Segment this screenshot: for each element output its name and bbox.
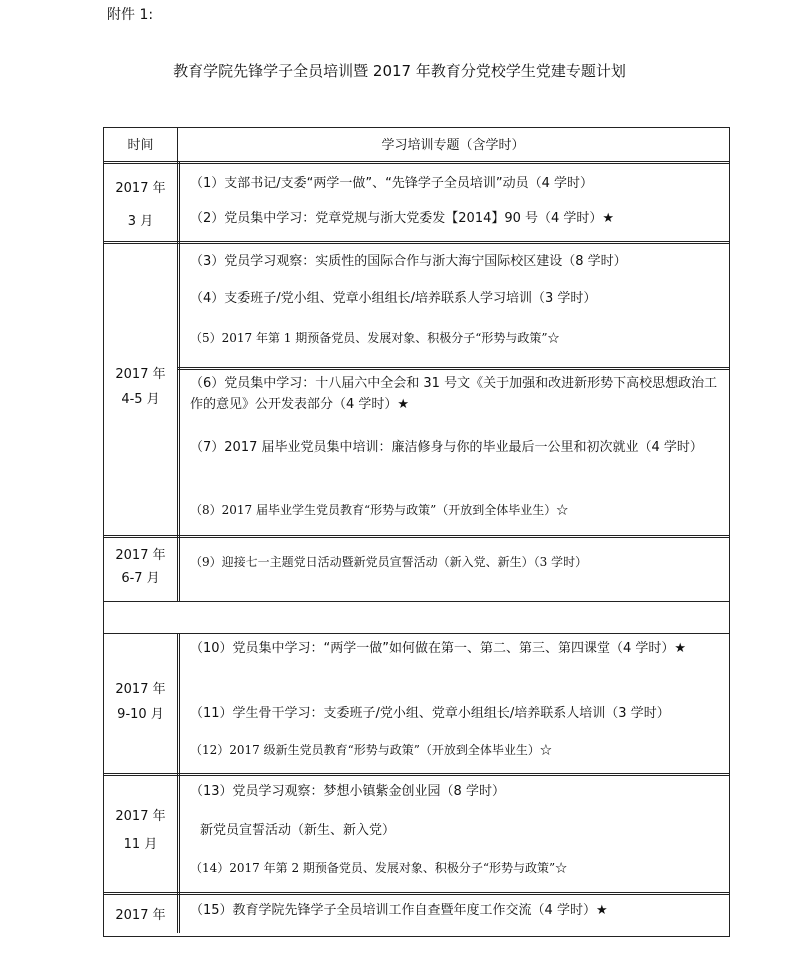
list-item: （9）迎接七一主题党日活动暨新党员宣誓活动（新入党、新生）（3 学时）: [190, 555, 588, 569]
document-title: 教育学院先锋学子全员培训暨 2017 年教育分党校学生党建专题计划: [173, 62, 626, 80]
list-item: （8）2017 届毕业学生党员教育“形势与政策”（开放到全体毕业生）☆: [190, 503, 569, 517]
row-divider: [104, 633, 729, 634]
time-label: 2017 年: [115, 367, 166, 382]
header-topic: 学习培训专题（含学时）: [381, 138, 525, 153]
time-label: 2017 年: [115, 181, 166, 196]
list-item: （10）党员集中学习：“两学一做”如何做在第一、第二、第三、第四课堂（4 学时）★: [190, 641, 687, 656]
row-divider: [104, 535, 729, 538]
column-divider-double: [177, 633, 180, 933]
list-item: 新党员宣誓活动（新生、新入党）: [200, 823, 396, 838]
time-label: 9-10 月: [117, 707, 164, 722]
list-item: （5）2017 年第 1 期预备党员、发展对象、积极分子“形势与政策”☆: [190, 331, 560, 345]
attachment-label: 附件 1:: [107, 7, 154, 23]
list-item: （3）党员学习观察：实质性的国际合作与浙大海宁国际校区建设（8 学时）: [190, 254, 627, 269]
list-item: （15）教育学院先锋学子全员培训工作自查暨年度工作交流（4 学时）★: [190, 903, 608, 918]
list-item: （11）学生骨干学习：支委班子/党小组、党章小组组长/培养联系人培训（3 学时）: [190, 706, 670, 721]
list-item: （1）支部书记/支委“两学一做”、“先锋学子全员培训”动员（4 学时）: [190, 176, 593, 191]
list-item: （6）党员集中学习：十八届六中全会和 31 号文《关于加强和改进新形势下高校思想政治工作的意见》公开发表部分（4 学时）★: [190, 376, 718, 412]
row-divider: [104, 241, 729, 244]
plan-table: [103, 127, 730, 937]
time-label: 2017 年: [115, 548, 166, 563]
list-item: （4）支委班子/党小组、党章小组组长/培养联系人学习培训（3 学时）: [190, 291, 597, 306]
row-divider: [104, 773, 729, 776]
list-item: （7）2017 届毕业党员集中培训：廉洁修身与你的毕业最后一公里和初次就业（4 学时）: [190, 440, 703, 455]
row-divider: [104, 161, 729, 164]
header-time: 时间: [127, 138, 154, 153]
row-divider: [177, 367, 729, 370]
time-label: 3 月: [127, 214, 154, 229]
time-label: 6-7 月: [121, 571, 160, 586]
list-item: （2）党员集中学习：党章党规与浙大党委发【2014】90 号（4 学时）★: [190, 211, 615, 226]
list-item: （14）2017 年第 2 期预备党员、发展对象、积极分子“形势与政策”☆: [190, 861, 568, 875]
list-item: （12）2017 级新生党员教育“形势与政策”（开放到全体毕业生）☆: [190, 743, 552, 757]
time-label: 11 月: [123, 837, 158, 852]
time-label: 2017 年: [115, 908, 166, 923]
time-label: 2017 年: [115, 682, 166, 697]
row-divider: [104, 601, 729, 602]
row-divider: [104, 892, 729, 895]
list-item: （13）党员学习观察：梦想小镇紫金创业园（8 学时）: [190, 784, 505, 799]
time-label: 2017 年: [115, 809, 166, 824]
time-label: 4-5 月: [121, 392, 160, 407]
